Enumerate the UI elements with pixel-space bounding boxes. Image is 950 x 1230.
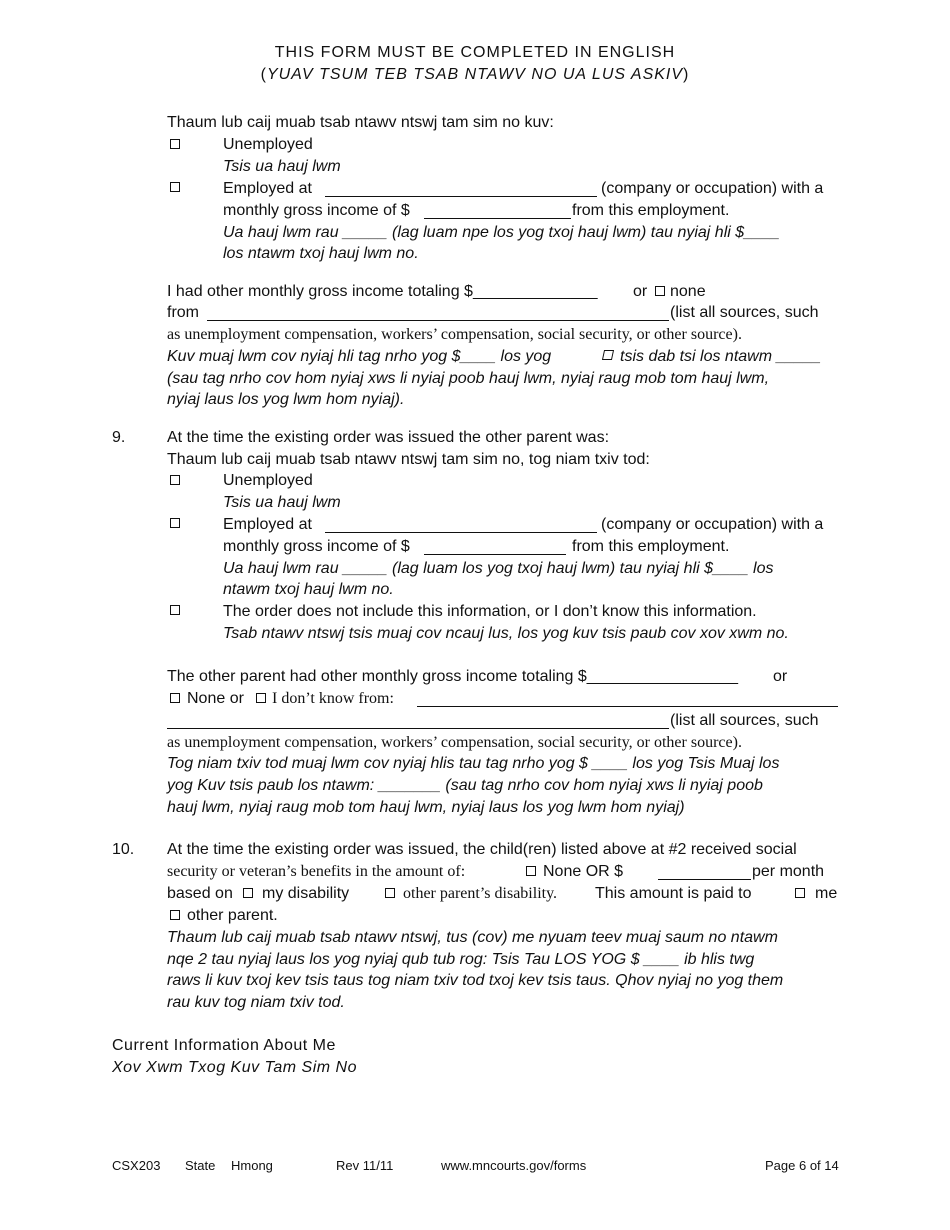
sources-line: as unemployment compensation, workers’ compensation, social security, or other source).: [167, 326, 742, 343]
employed-hmong-1: Ua hauj lwm rau _____ (lag luam npe los yog txoj hauj lwm) tau nyiaj hli $____: [223, 224, 780, 241]
footer-url[interactable]: www.mncourts.gov/forms: [441, 1158, 587, 1173]
dont-know-label: I don’t know from:: [272, 690, 394, 707]
item-10-hmong-3: raws li kuv txoj kev tsis taus tog niam txiv tod txoj kev tsis taus. Qhov nyiaj no yog them: [167, 972, 784, 989]
item-9-intro: At the time the existing order was issued the other parent was:: [167, 429, 610, 446]
other-employed-at-label: Employed at: [223, 516, 312, 533]
none-hmong-checkbox: [602, 350, 614, 360]
from-employment-label: from this employment.: [572, 202, 730, 219]
paid-to-label: This amount is paid to: [595, 885, 752, 902]
other-income-hmong-3: nyiaj laus los yog lwm hom nyiaj).: [167, 391, 405, 408]
no-info-label: The order does not include this information, or I don’t know this information.: [223, 603, 757, 620]
other-income-label: I had other monthly gross income totaling $______________: [167, 283, 598, 300]
other-income-hmong-3: hauj lwm, nyiaj raug mob tom hauj lwm, nyiaj laus los yog lwm hom nyiaj): [167, 799, 685, 816]
employer-field[interactable]: [325, 196, 597, 197]
none-label: none: [670, 283, 706, 300]
other-income-hmong-2: (sau tag nrho cov hom nyiaj xws li nyiaj poob hauj lwm, nyiaj raug mob tom hauj lwm,: [167, 370, 770, 387]
other-sources-field-2[interactable]: [167, 728, 669, 729]
no-info-label-hmong: Tsab ntawv ntswj tsis muaj cov ncauj lus, los yog kuv tsis paub cov xov xwm no.: [223, 625, 789, 642]
other-parent-or-label: or: [773, 668, 788, 685]
other-none-or-label: None or: [187, 690, 244, 707]
unemployed-label: Unemployed: [223, 136, 313, 153]
item-9-intro-hmong: Thaum lub caij muab tsab ntawv ntswj tam sim no, tog niam txiv tod:: [167, 451, 650, 468]
other-employed-checkbox[interactable]: [170, 518, 180, 528]
self-status-intro: Thaum lub caij muab tsab ntawv ntswj tam sim no kuv:: [167, 114, 554, 131]
current-info-title: Current Information About Me: [112, 1037, 336, 1054]
or-label: or: [633, 283, 648, 300]
per-month-label: per month: [752, 863, 825, 880]
employed-at-label: Employed at: [223, 180, 312, 197]
other-income-hmong-1b: tsis dab tsi los ntawm _____: [620, 348, 821, 365]
other-monthly-gross-label: monthly gross income of $: [223, 538, 410, 555]
other-unemployed-label-hmong: Tsis ua hauj lwm: [223, 494, 341, 511]
form-english-notice-hmong: (YUAV TSUM TEB TSAB NTAWV NO UA LUS ASKIV): [260, 66, 690, 83]
other-sources-line: as unemployment compensation, workers’ compensation, social security, or other source).: [167, 734, 742, 751]
none-checkbox[interactable]: [655, 286, 665, 296]
paid-to-other-parent-label: other parent.: [187, 907, 278, 924]
footer-state: State: [185, 1158, 216, 1173]
other-company-note: (company or occupation) with a: [601, 516, 824, 533]
unemployed-label-hmong: Tsis ua hauj lwm: [223, 158, 341, 175]
footer-page-number: Page 6 of 14: [765, 1158, 839, 1173]
employed-checkbox[interactable]: [170, 182, 180, 192]
based-on-label: based on: [167, 885, 233, 902]
other-income-hmong-2: yog Kuv tsis paub los ntawm: _______ (sau tag nrho cov hom nyiaj xws li nyiaj poob: [167, 777, 763, 794]
item-10-hmong-1: Thaum lub caij muab tsab ntawv ntswj, tus (cov) me nyuam teev muaj saum no ntawm: [167, 929, 778, 946]
paid-to-other-parent-checkbox[interactable]: [170, 910, 180, 920]
employed-hmong-2: los ntawm txoj hauj lwm no.: [223, 245, 419, 262]
other-list-sources-note: (list all sources, such: [670, 712, 819, 729]
item-10-line2: security or veteran’s benefits in the amount of:: [167, 863, 466, 880]
other-unemployed-label: Unemployed: [223, 472, 313, 489]
item-10-hmong-4: rau kuv tog niam txiv tod.: [167, 994, 345, 1011]
unemployed-checkbox[interactable]: [170, 139, 180, 149]
current-info-title-hmong: Xov Xwm Txog Kuv Tam Sim No: [112, 1059, 357, 1076]
footer-form-id: CSX203: [112, 1158, 161, 1173]
item-10-hmong-2: nqe 2 tau nyiaj laus los yog nyiaj qub tub rog: Tsis Tau LOS YOG $ ____ ib hlis twg: [167, 951, 755, 968]
footer-rev: Rev 11/11: [336, 1158, 394, 1173]
other-income-hmong-1: Tog niam txiv tod muaj lwm cov nyiaj hlis tau tag nrho yog $ ____ los yog Tsis Muaj los: [167, 755, 780, 772]
benefits-none-or-label: None OR $: [543, 863, 624, 880]
other-employed-hmong-1: Ua hauj lwm rau _____ (lag luam los yog txoj hauj lwm) tau nyiaj hli $____ los: [223, 560, 774, 577]
other-disability-checkbox[interactable]: [385, 888, 395, 898]
my-disability-label: my disability: [262, 885, 350, 902]
no-info-checkbox[interactable]: [170, 605, 180, 615]
dont-know-checkbox[interactable]: [256, 693, 266, 703]
from-label: from: [167, 304, 199, 321]
item-10-number: 10.: [112, 841, 135, 858]
benefits-none-checkbox[interactable]: [526, 866, 536, 876]
monthly-gross-field[interactable]: [424, 218, 571, 219]
other-employer-field[interactable]: [325, 532, 597, 533]
item-10-line1: At the time the existing order was issued, the child(ren) listed above at #2 received social: [167, 841, 797, 858]
monthly-gross-label: monthly gross income of $: [223, 202, 410, 219]
other-sources-field-1[interactable]: [417, 706, 838, 707]
paid-to-me-label: me: [815, 885, 838, 902]
other-employed-hmong-2: ntawm txoj hauj lwm no.: [223, 581, 394, 598]
other-disability-label: other parent’s disability.: [403, 885, 558, 902]
paid-to-me-checkbox[interactable]: [795, 888, 805, 898]
list-sources-note: (list all sources, such: [670, 304, 819, 321]
other-unemployed-checkbox[interactable]: [170, 475, 180, 485]
other-none-checkbox[interactable]: [170, 693, 180, 703]
footer-language: Hmong: [231, 1158, 273, 1173]
other-income-sources-field[interactable]: [207, 320, 669, 321]
my-disability-checkbox[interactable]: [243, 888, 253, 898]
other-monthly-gross-field[interactable]: [424, 554, 566, 555]
form-english-notice: THIS FORM MUST BE COMPLETED IN ENGLISH: [274, 44, 676, 61]
other-parent-income-label: The other parent had other monthly gross income totaling $_________________: [167, 668, 739, 685]
company-note: (company or occupation) with a: [601, 180, 824, 197]
benefits-amount-field[interactable]: [658, 879, 751, 880]
other-income-hmong-1a: Kuv muaj lwm cov nyiaj hli tag nrho yog $____ los yog: [167, 348, 552, 365]
item-9-number: 9.: [112, 429, 126, 446]
other-from-employment-label: from this employment.: [572, 538, 730, 555]
